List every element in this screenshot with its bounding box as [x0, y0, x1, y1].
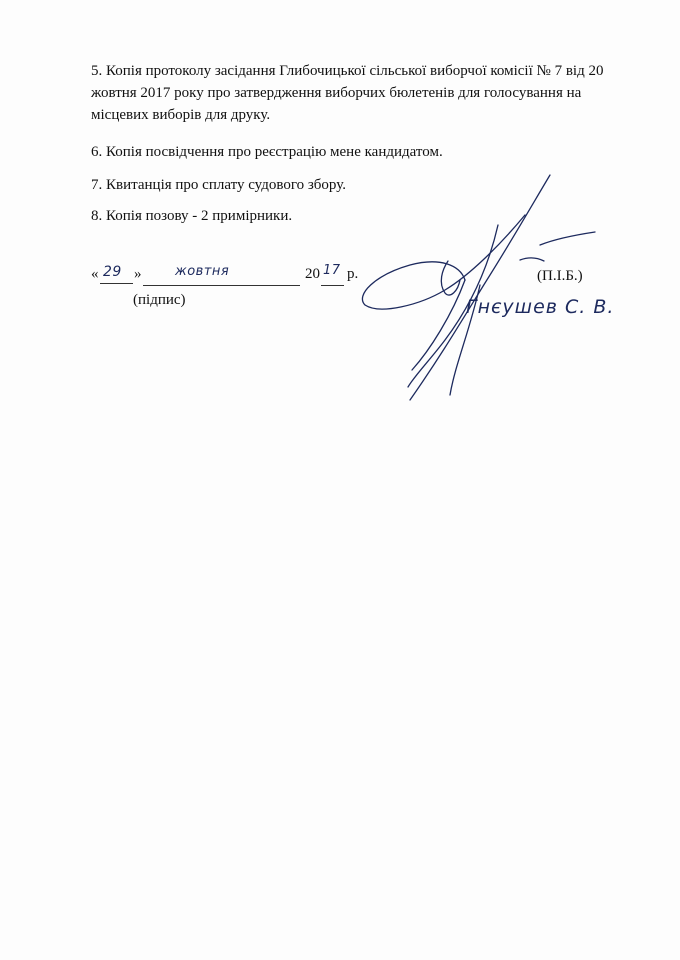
name-caption: (П.І.Б.): [537, 268, 583, 284]
date-line: [91, 261, 381, 287]
date-month-underline: [143, 285, 300, 286]
date-year-underline: [321, 285, 344, 286]
attachment-item-7: 7. Квитанція про сплату судового збору.: [91, 177, 346, 193]
attachment-item-6: 6. Копія посвідчення про реєстрацію мене кандидатом.: [91, 144, 443, 160]
attachment-item-8: 8. Копія позову - 2 примірники.: [91, 208, 293, 224]
date-open-quote: «: [91, 266, 99, 282]
date-day-underline: [100, 283, 133, 284]
signature-caption: (підпис): [133, 292, 186, 308]
date-year-suffix: р.: [347, 266, 359, 282]
date-year-prefix: 20: [305, 266, 320, 282]
date-month-handwritten: жовтня: [175, 264, 230, 279]
signature-graphic: [350, 165, 610, 405]
handwritten-name: Гнєушев С. В.: [466, 296, 615, 318]
attachment-item-5: 5. Копія протоколу засідання Глибочицької сільської виборчої комісії № 7 від 20 жовтня 2017 року про затвердження виборчих бюлетенів для голосування на місцевих виборів для друку.: [91, 63, 604, 123]
date-day-handwritten: 29: [103, 264, 122, 280]
date-close-quote: »: [134, 266, 142, 282]
date-year-handwritten: 17: [323, 263, 341, 278]
